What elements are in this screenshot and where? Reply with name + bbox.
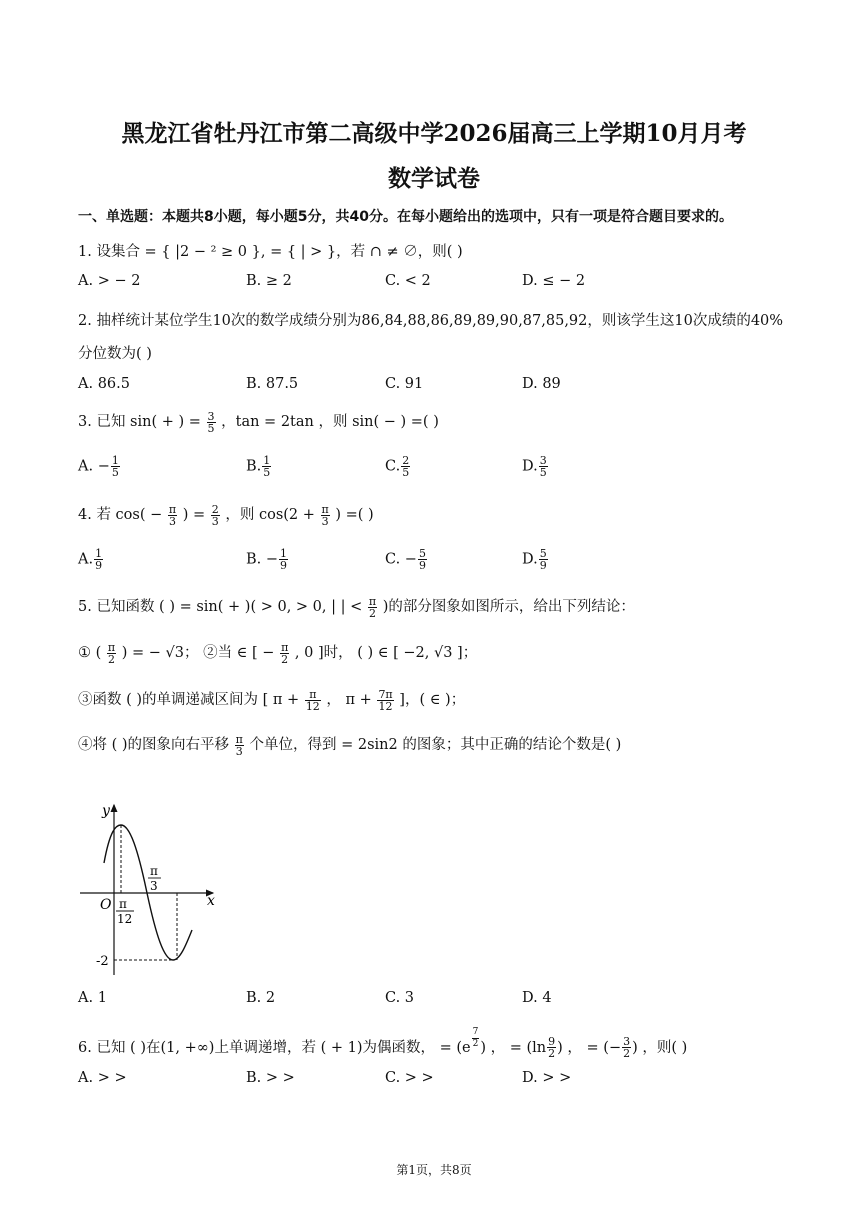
label-pi12-num: π — [119, 897, 127, 911]
question-3 — [78, 410, 439, 434]
q4-option-c: C. − $\frac{5}{9}$ — [385, 547, 426, 572]
q2-option-a: A. 86.5 — [78, 376, 130, 392]
label-pi3-num: π — [150, 864, 158, 878]
q4-option-d: D. $\frac{5}{9}$ — [522, 547, 547, 572]
label-min: -2 — [96, 954, 109, 969]
q3-text-pre: 3. 已知 sin( + ) = — [78, 414, 201, 430]
question-4: 4. 若 cos( − $\frac{\pi}{3}$ ) = $\frac{2}{3}$ ，则 cos(2 + $\frac{\pi}{3}$ ) =( ) — [78, 502, 374, 528]
q5-conclusion-1-2: ① ( $\frac{\pi}{2}$ ) = − √3； ②当 ∈ [ − $\frac{\pi}{2}$ , 0 ]时， ( ) ∈ [ −2, √3 ]； — [78, 640, 478, 666]
question-1: 1. 设集合 = { |2 − ² ≥ 0 }, = { | > }，若 ∩ ≠ ∅，则( ) — [78, 244, 463, 260]
page-title: 黑龙江省牡丹江市第二高级中学2026届高三上学期10月月考 — [121, 120, 747, 147]
q5-function-graph — [80, 795, 230, 980]
q2-option-d: D. 89 — [522, 376, 561, 392]
q3-option-a: A. − $\frac{1}{5}$ — [78, 454, 119, 479]
q4-option-a: A. $\frac{1}{9}$ — [78, 547, 103, 572]
q2-option-c: C. 91 — [385, 376, 424, 392]
q3-text-post: ，tan = 2tan ，则 sin( − ) =( ) — [221, 414, 439, 430]
q5-option-d: D. 4 — [522, 990, 552, 1006]
q4-option-b: B. − $\frac{1}{9}$ — [246, 547, 288, 572]
q3-option-d: D. $\frac{3}{5}$ — [522, 454, 547, 479]
page-footer: 第1页，共8页 — [396, 1163, 472, 1177]
q1-option-a: A. > − 2 — [78, 273, 141, 289]
q5-conclusion-3: ③函数 ( )的单调递减区间为 [ π + $\frac{\pi}{12}$ ， π + $\frac{7\pi}{12}$ ]，( ∈ )； — [78, 687, 466, 713]
label-pi12-den: 12 — [117, 912, 133, 926]
question-2-line2: 分位数为( ) — [78, 346, 152, 362]
origin-label: O — [100, 897, 112, 913]
q5-option-b: B. 2 — [246, 990, 276, 1006]
q3-fraction: $\frac{3}{5}$ — [207, 409, 215, 435]
q6-option-b: B. > > — [246, 1070, 295, 1086]
x-axis-label: x — [207, 893, 215, 909]
page-subtitle: 数学试卷 — [388, 165, 480, 192]
q2-option-b: B. 87.5 — [246, 376, 299, 392]
q6-option-a: A. > > — [78, 1070, 127, 1086]
q1-option-c: C. < 2 — [385, 273, 431, 289]
q6-option-d: D. > > — [522, 1070, 572, 1086]
q3-option-c: C. $\frac{2}{5}$ — [385, 454, 410, 479]
q6-option-c: C. > > — [385, 1070, 434, 1086]
y-axis-label: y — [102, 803, 110, 819]
question-6: 6. 已知 ( )在(1, +∞)上单调递增，若 ( + 1)为偶函数， = (e $\frac{7}{2}$ ) ， = (ln $\frac{9}{2}$ ) ， = (− $\frac{3}{2}$ ) ，则( ) — [78, 1027, 688, 1061]
section-heading: 一、单选题：本题共8小题，每小题5分，共40分。在每小题给出的选项中，只有一项是符合题目要求的。 — [78, 209, 733, 225]
question-5: 5. 已知函数 ( ) = sin( + )( > 0, > 0, | | < $\frac{\pi}{2}$ )的部分图象如图所示，给出下列结论： — [78, 594, 635, 620]
q5-option-c: C. 3 — [385, 990, 415, 1006]
q5-option-a: A. 1 — [78, 990, 107, 1006]
question-2-line1: 2. 抽样统计某位学生10次的数学成绩分别为86,84,88,86,89,89,90,87,85,92，则该学生这10次成绩的40% — [78, 313, 784, 329]
q5-conclusion-4: ④将 ( )的图象向右平移 $\frac{\pi}{3}$ 个单位，得到 = 2sin2 的图象；其中正确的结论个数是( ) — [78, 732, 622, 758]
q1-option-d: D. ≤ − 2 — [522, 273, 586, 289]
q1-option-b: B. ≥ 2 — [246, 273, 292, 289]
label-pi3-den: 3 — [150, 879, 158, 893]
q3-option-b: B. $\frac{1}{5}$ — [246, 454, 271, 479]
